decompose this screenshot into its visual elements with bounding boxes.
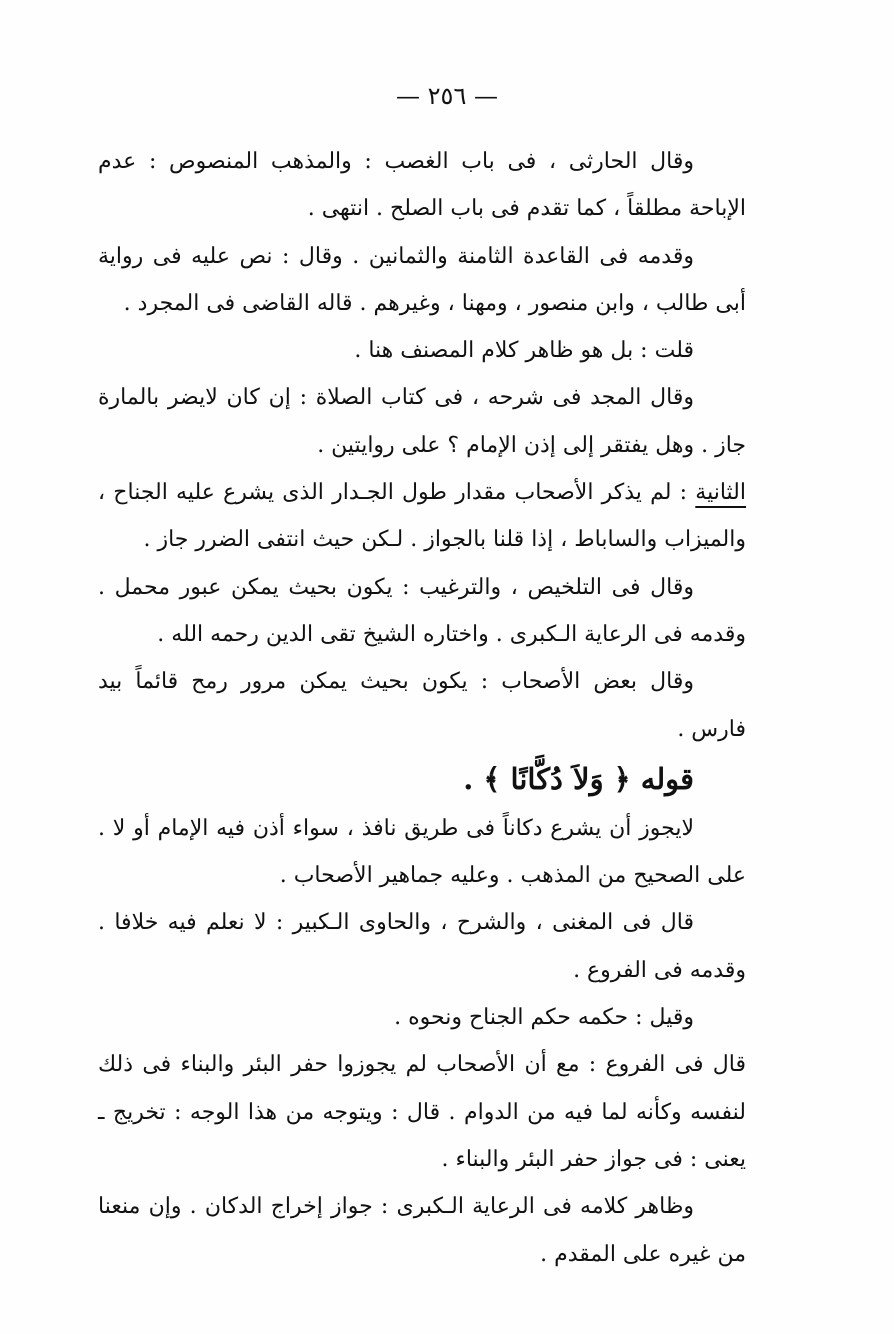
paragraph: قال فى الفروع : مع أن الأصحاب لم يجوزوا حفر البئر والبناء فى ذلك لنفسه وكأنه لما فيه من الدوام . قال : ويتوجه من هذا الوجه : تخريج ـ يعنى : فى جواز حفر البئر والبناء . (98, 1052, 746, 1172)
paragraph: وقدمه فى القاعدة الثامنة والثمانين . وقال : نص عليه فى رواية أبى طالب ، وابن منصور ، ومهنا ، وغيرهم . قاله القاضى فى المجرد . (98, 243, 746, 316)
main-text (98, 138, 746, 1278)
page-number: — ٢٥٦ — (396, 82, 498, 110)
paragraph: وقال بعض الأصحاب : يكون بحيث يمكن مرور رمح قائماً بيد فارس . (98, 669, 746, 742)
paragraph: وقال المجد فى شرحه ، فى كتاب الصلاة : إن كان لايضر بالمارة جاز . وهل يفتقر إلى إذن الإمام ؟ على روايتين . (98, 385, 746, 458)
paragraph: وقيل : حكمه حكم الجناح ونحوه . (394, 1005, 694, 1031)
section-heading: قوله ﴿ وَلاَ دُكَّانًا ﴾ . (463, 761, 694, 796)
paragraph: وقال فى التلخيص ، والترغيب : يكون بحيث يمكن عبور محمل . وقدمه فى الرعاية الـكبرى . واختاره الشيخ تقى الدين رحمه الله . (98, 574, 746, 647)
paragraph: وقال الحارثى ، فى باب الغصب : والمذهب المنصوص : عدم الإباحة مطلقاً ، كما تقدم فى باب الصلح . انتهى . (98, 149, 746, 222)
paragraph-text: : لم يذكر الأصحاب مقدار طول الجـدار الذى يشرع عليه الجناح ، والميزاب والساباط ، إذا قلنا بالجواز . لـكن حيث انتفى الضرر جاز . (98, 480, 746, 553)
paragraph: قال فى المغنى ، والشرح ، والحاوى الـكبير : لا نعلم فيه خلافا . وقدمه فى الفروع . (98, 910, 746, 983)
section-label: الثانية (695, 480, 746, 506)
paragraph: لايجوز أن يشرع دكاناً فى طريق نافذ ، سواء أذن فيه الإمام أو لا . على الصحيح من المذهب . وعليه جماهير الأصحاب . (98, 815, 746, 889)
paragraph: وظاهر كلامه فى الرعاية الـكبرى : جواز إخراج الدكان . وإن منعنا من غيره على المقدم . (98, 1194, 746, 1267)
paragraph (98, 469, 746, 564)
paragraph: قلت : بل هو ظاهر كلام المصنف هنا . (354, 338, 694, 364)
